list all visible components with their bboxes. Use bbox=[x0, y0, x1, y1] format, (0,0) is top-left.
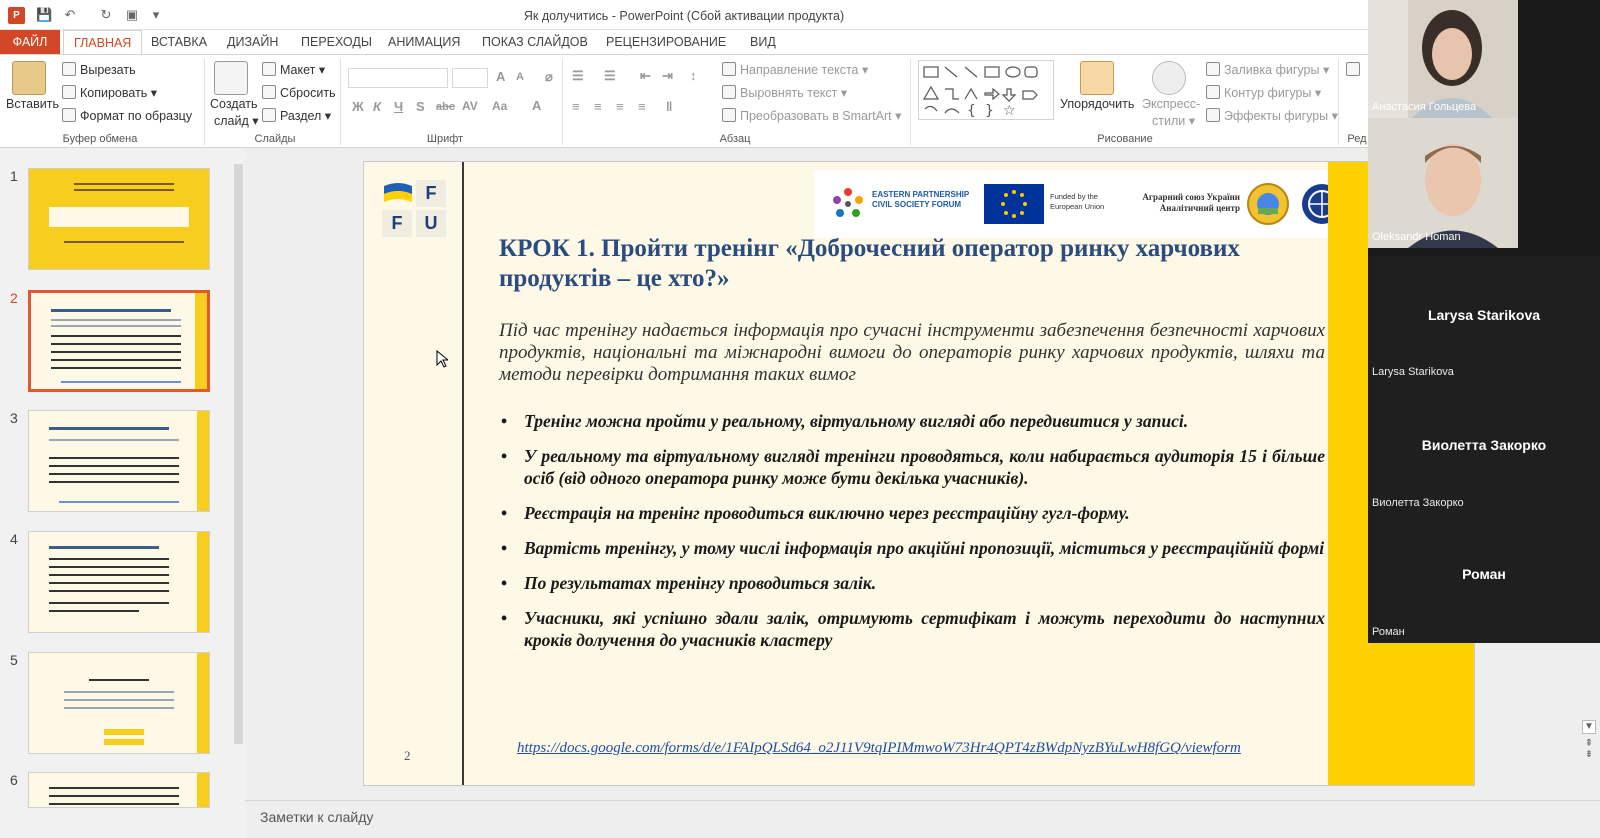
participant-name-label: Oleksandr Homan bbox=[1372, 231, 1461, 243]
thumb-number: 1 bbox=[10, 168, 18, 184]
customize-toolbar-icon[interactable]: ▾ bbox=[152, 7, 160, 22]
italic-icon[interactable]: К bbox=[373, 99, 381, 114]
slide-bullet-list[interactable] bbox=[499, 410, 1325, 664]
slide-thumbnail-5[interactable] bbox=[28, 652, 210, 754]
text-direction-icon bbox=[722, 62, 736, 76]
copy-button[interactable]: Копировать ▾ bbox=[62, 85, 157, 100]
reset-button[interactable]: Сбросить bbox=[262, 85, 336, 100]
ribbon bbox=[0, 54, 1368, 148]
bold-icon[interactable]: Ж bbox=[352, 99, 364, 114]
arrange-icon[interactable] bbox=[1080, 61, 1114, 95]
participant-tile-4[interactable] bbox=[1368, 385, 1600, 514]
eu-flag-icon bbox=[984, 184, 1044, 224]
ribbon-tabs bbox=[0, 30, 1368, 54]
partnership-text: EASTERN PARTNERSHIP CIVIL SOCIETY FORUM bbox=[872, 190, 970, 209]
slide-scroll-controls[interactable] bbox=[1582, 720, 1596, 795]
svg-text:{: { bbox=[967, 103, 976, 119]
agrarian-union-text: Аграрний союз України Аналітичний центр bbox=[1142, 192, 1240, 213]
video-call-panel bbox=[1368, 0, 1600, 643]
tab-review[interactable]: РЕЦЕНЗИРОВАНИЕ bbox=[606, 35, 727, 49]
slide-thumbnail-4[interactable] bbox=[28, 531, 210, 633]
previous-slide-icon[interactable]: ⇞ bbox=[1584, 738, 1594, 749]
save-icon[interactable]: 💾 bbox=[36, 7, 53, 22]
thumb-number: 3 bbox=[10, 410, 18, 426]
scissors-icon bbox=[62, 62, 76, 76]
columns-icon[interactable]: ‖ bbox=[666, 99, 673, 114]
funded-by-text: Funded by the European Union bbox=[1050, 192, 1105, 211]
line-spacing-icon[interactable]: ↕ bbox=[690, 68, 697, 83]
shape-outline-button[interactable]: Контур фигуры ▾ bbox=[1206, 85, 1321, 100]
notes-placeholder: Заметки к слайду bbox=[260, 809, 374, 825]
font-color-icon[interactable]: A bbox=[532, 98, 542, 113]
logo-letter: U bbox=[416, 210, 446, 237]
start-slideshow-icon[interactable]: ▣ bbox=[125, 7, 139, 22]
powerpoint-logo-icon: P bbox=[8, 7, 25, 24]
paragraph-group-label: Абзац bbox=[719, 133, 751, 145]
paste-button[interactable]: Вставить bbox=[6, 97, 59, 111]
bullet-item: • У реальному та віртуальному вигляді тренінги проводяться, коли набирається аудиторія 15 і більше осіб (від одного оператора ринку може бути декілька учасників). bbox=[499, 445, 1325, 489]
logo-letter: F bbox=[416, 180, 446, 207]
text-direction-button[interactable]: Направление текста ▾ bbox=[722, 62, 868, 77]
thumb-number: 2 bbox=[10, 290, 18, 306]
align-text-button[interactable]: Выровнять текст ▾ bbox=[722, 85, 847, 100]
registration-form-link[interactable]: https://docs.google.com/forms/d/e/1FAIpQLSd64_o2J11V9tqIPIMmwoW73Hr4QPT4zBWdpNyzBYuLwH8fGQ/viewform bbox=[517, 740, 1241, 756]
change-case-icon[interactable]: Aa bbox=[492, 99, 508, 113]
section-button[interactable]: Раздел ▾ bbox=[262, 108, 331, 123]
tab-slideshow[interactable]: ПОКАЗ СЛАЙДОВ bbox=[482, 35, 588, 49]
participant-video-2[interactable] bbox=[1368, 118, 1518, 248]
brush-icon bbox=[62, 108, 76, 122]
bullet-item: • Учасники, які успішно здали залік, отримують сертифікат і можуть переходити до наступних кроків долучення до учасників кластеру bbox=[499, 607, 1325, 651]
next-slide-icon[interactable]: ⇟ bbox=[1584, 749, 1594, 760]
layout-button[interactable]: Макет ▾ bbox=[262, 62, 325, 77]
slide-thumbnail-3[interactable] bbox=[28, 410, 210, 512]
convert-smartart-button[interactable]: Преобразовать в SmartArt ▾ bbox=[722, 108, 901, 123]
copy-icon bbox=[62, 85, 76, 99]
participant-name-label: Larysa Starikova bbox=[1372, 366, 1454, 378]
align-right-icon[interactable]: ≡ bbox=[616, 99, 624, 114]
logo-letter: F bbox=[382, 210, 412, 237]
new-slide-button-line2[interactable]: слайд ▾ bbox=[214, 114, 259, 128]
shadow-icon[interactable]: S bbox=[416, 99, 425, 114]
slide-left-panel bbox=[364, 162, 464, 785]
tab-home[interactable]: ГЛАВНАЯ bbox=[63, 30, 142, 55]
new-slide-button-line1[interactable]: Создать bbox=[210, 97, 258, 111]
slide-title[interactable]: КРОК 1. Пройти тренінг «Доброчесний оператор ринку харчових продуктів – це хто?» bbox=[499, 235, 1240, 292]
smartart-icon bbox=[722, 108, 736, 122]
align-text-icon bbox=[722, 85, 736, 99]
numbering-icon[interactable]: ☰ bbox=[604, 68, 616, 83]
shapes-gallery-icons bbox=[919, 61, 1055, 121]
notes-pane[interactable] bbox=[245, 800, 1600, 838]
char-spacing-icon[interactable]: AV bbox=[462, 99, 478, 113]
increase-indent-icon[interactable]: ⇥ bbox=[662, 68, 673, 83]
svg-text:}: } bbox=[985, 103, 994, 119]
fair-food-ukraine-logo bbox=[382, 180, 448, 238]
window-title: Як долучитись - PowerPoint (Сбой активации продукта) bbox=[523, 9, 845, 23]
thumb-number: 5 bbox=[10, 652, 18, 668]
align-center-icon[interactable]: ≡ bbox=[594, 99, 602, 114]
tab-view[interactable]: ВИД bbox=[750, 35, 776, 49]
underline-icon[interactable]: Ч bbox=[394, 99, 404, 114]
effects-icon bbox=[1206, 108, 1220, 122]
participant-video-1[interactable] bbox=[1368, 0, 1518, 118]
slide-intro-text[interactable]: Під час тренінгу надається інформація про сучасні інструменти забезпечення безпечності харчових продуктів, національні та міжнародні вимоги до операторів ринку харчових продуктів, шляхи та методи перевірки дотримання таких вимог bbox=[499, 320, 1325, 385]
mouse-cursor-icon bbox=[436, 350, 448, 368]
quick-styles-icon[interactable] bbox=[1152, 61, 1186, 95]
cut-button[interactable]: Вырезать bbox=[62, 62, 136, 77]
slide-page-number: 2 bbox=[404, 748, 411, 763]
clear-format-icon[interactable]: ⌀ bbox=[545, 69, 553, 84]
slides-group-label: Слайды bbox=[254, 133, 296, 145]
find-button[interactable] bbox=[1346, 62, 1364, 77]
fill-bucket-icon bbox=[1206, 62, 1220, 76]
new-slide-icon[interactable] bbox=[214, 61, 248, 95]
bullet-item: • Тренінг можна пройти у реальному, віртуальному вигляді або передивитися у записі. bbox=[499, 410, 1325, 432]
svg-text:☆: ☆ bbox=[1003, 103, 1016, 119]
participant-avatar-icon bbox=[1368, 118, 1518, 248]
partner-logos-banner bbox=[814, 170, 1334, 238]
drawing-group-label: Рисование bbox=[1097, 133, 1153, 145]
bullet-item: • Вартість тренінгу, у тому числі інформація про акційні пропозиції, міститься у реєстраційній формі bbox=[499, 537, 1325, 559]
slide-canvas[interactable] bbox=[363, 161, 1475, 786]
thumbnail-scroll-thumb[interactable] bbox=[234, 164, 243, 744]
tab-transitions[interactable]: ПЕРЕХОДЫ bbox=[301, 35, 372, 49]
participant-name-label: Анастасия Гольцева bbox=[1372, 101, 1477, 113]
participant-tile-3[interactable] bbox=[1368, 256, 1600, 385]
slide-thumbnail-1[interactable] bbox=[28, 168, 210, 270]
redo-icon[interactable]: ↻ bbox=[100, 7, 112, 22]
strikethrough-icon[interactable]: abc bbox=[436, 101, 455, 113]
participant-name-label: Виолетта Закорко bbox=[1372, 497, 1464, 509]
font-size-select[interactable] bbox=[452, 68, 488, 88]
title-bar bbox=[0, 0, 1368, 30]
bullets-icon[interactable]: ☰ bbox=[572, 68, 584, 83]
ukraine-flag-icon bbox=[382, 180, 414, 207]
shape-fill-button[interactable]: Заливка фигуры ▾ bbox=[1206, 62, 1329, 77]
slide-thumbnail-6[interactable] bbox=[28, 772, 210, 808]
binoculars-icon bbox=[1346, 62, 1360, 76]
bullet-item: • Реєстрація на тренінг проводиться виключно через реєстраційну гугл-форму. bbox=[499, 502, 1325, 524]
participant-name: Larysa Starikova bbox=[1427, 307, 1541, 323]
participant-name: Роман bbox=[1462, 566, 1506, 582]
grow-font-icon[interactable]: A bbox=[496, 69, 506, 84]
font-group-label: Шрифт bbox=[426, 133, 464, 145]
justify-icon[interactable]: ≡ bbox=[638, 99, 646, 114]
decrease-indent-icon[interactable]: ⇤ bbox=[640, 68, 651, 83]
reset-icon bbox=[262, 85, 276, 99]
section-icon bbox=[262, 108, 276, 122]
agrarian-union-emblem-icon bbox=[1246, 182, 1290, 226]
layout-icon bbox=[262, 62, 276, 76]
eastern-partnership-logo-icon bbox=[828, 184, 868, 224]
paste-icon[interactable] bbox=[12, 61, 46, 95]
participant-tile-5[interactable] bbox=[1368, 514, 1600, 643]
editing-group-label: Ред bbox=[1347, 133, 1367, 145]
quick-styles-button-line2[interactable]: стили ▾ bbox=[1152, 114, 1195, 128]
quick-styles-button-line1[interactable]: Экспресс- bbox=[1142, 97, 1201, 111]
align-left-icon[interactable]: ≡ bbox=[572, 99, 580, 114]
scroll-down-icon[interactable]: ▼ bbox=[1582, 720, 1596, 734]
font-name-select[interactable] bbox=[348, 68, 448, 88]
undo-icon[interactable]: ↶ bbox=[64, 7, 76, 22]
thumb-number: 4 bbox=[10, 531, 18, 547]
shape-effects-button[interactable]: Эффекты фигуры ▾ bbox=[1206, 108, 1338, 123]
tab-design[interactable]: ДИЗАЙН bbox=[227, 35, 279, 49]
pen-icon bbox=[1206, 85, 1220, 99]
shapes-gallery[interactable] bbox=[918, 60, 1054, 120]
tab-insert[interactable]: ВСТАВКА bbox=[151, 35, 208, 49]
shrink-font-icon[interactable]: A bbox=[516, 71, 524, 83]
thumb-number: 6 bbox=[10, 772, 18, 788]
tab-animations[interactable]: АНИМАЦИЯ bbox=[388, 35, 461, 49]
participant-name-label: Роман bbox=[1372, 626, 1405, 638]
clipboard-group-label: Буфер обмена bbox=[62, 133, 138, 145]
tab-file[interactable]: ФАЙЛ bbox=[0, 30, 60, 54]
format-painter-button[interactable]: Формат по образцу bbox=[62, 108, 192, 123]
arrange-button[interactable]: Упорядочить bbox=[1060, 97, 1135, 111]
slide-thumbnail-2[interactable] bbox=[28, 290, 210, 392]
bullet-item: • По результатах тренінгу проводиться залік. bbox=[499, 572, 1325, 594]
participant-name: Виолетта Закорко bbox=[1421, 437, 1547, 453]
